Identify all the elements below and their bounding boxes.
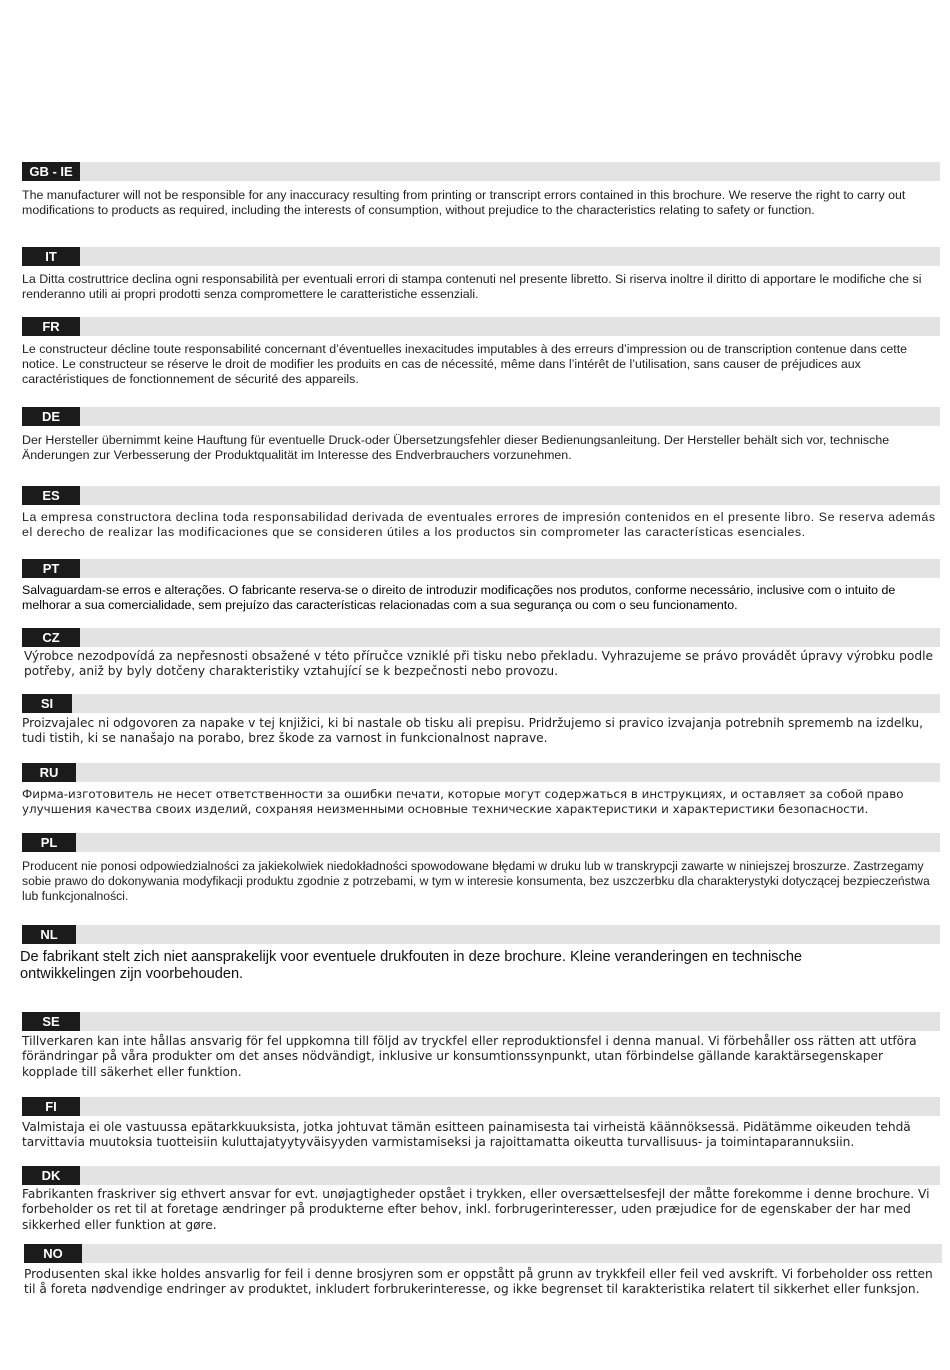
section-no — [24, 1244, 942, 1298]
disclaimer-text-gb-ie: The manufacturer will not be responsible for any inaccuracy resulting from printing or transcript errors contained in this brochure. We reserve the right to carry out modifications to products as required, including the interests of consumption, without prejudice to the characteristics relating to safety or function. — [22, 188, 906, 218]
disclaimer-text-dk: Fabrikanten fraskriver sig ethvert ansvar for evt. unøjagtigheder opstået i trykken, eller oversættelsesfejl der måtte forekomme i denne brochure. Vi forbeholder os ret til at foretage ændringer på produkterne efter behov, inkl. forbrugerinteresser, uden præjudice for de egenskaber der har med sikkerhed eller funktion at gøre. — [22, 1187, 930, 1232]
section-header-band — [22, 407, 940, 426]
disclaimer-text-fi: Valmistaja ei ole vastuussa epätarkkuuksista, jotka johtuvat tämän esitteen painamisesta tai virheistä käännöksessä. Pidätämme oikeuden tehdä tarvittavia muutoksia tuotteisiin kuluttajatyytyväisyyden varmistamiseksi ja rajoittamatta oikeutta turvallisuus- ja toimintaparannuksiin. — [22, 1120, 911, 1150]
disclaimer-text-fr: Le constructeur décline toute responsabilité concernant d’éventuelles inexacitudes imputables à des erreurs d’impression ou de transcription contenue dans cette notice. Le constructeur se réserve le droit de modifier les produits en cas de nécessité, même dans l’intérêt de l’utilisation, sans causer de préjudices aux caractéristiques de fonctionnement de sécurité des appareils. — [22, 342, 908, 387]
disclaimer-text-it: La Ditta costruttrice declina ogni responsabilità per eventuali errori di stampa contenuti nel presente libretto. Si riserva inoltre il diritto di apportare le modifiche che si renderanno utili ai propri prodotti senza compromettere le caratteristiche essenziali. — [22, 272, 922, 302]
language-tag-de: DE — [22, 407, 80, 426]
disclaimer-text-pt: Salvaguardam-se erros e alterações. O fabricante reserva-se o direito de introduzir modificações nos produtos, conforme necessário, inclusive com o intuito de melhorar a sua comercialidade, sem prejuízo das características relacionadas com a sua segurança ou com o seu funcionamento. — [22, 583, 896, 613]
language-tag-no: NO — [24, 1244, 82, 1263]
section-header-band — [22, 317, 940, 336]
section-header-band — [22, 559, 940, 578]
section-header-band — [22, 763, 940, 782]
language-tag-pt: PT — [22, 559, 80, 578]
language-tag-pl: PL — [22, 833, 76, 852]
language-tag-nl: NL — [22, 925, 76, 944]
disclaimer-text-si: Proizvajalec ni odgovoren za napake v tej knjižici, ki bi nastale ob tisku ali prepisu. Pridržujemo si pravico izvajanja potrebnih sprememb na izdelku, tudi tistih, ki se nanašajo na porabo, brez škode za varnost in funkcionalnost naprave. — [22, 716, 923, 746]
language-tag-cz: CZ — [22, 628, 80, 647]
disclaimer-text-nl: De fabrikant stelt zich niet aansprakelijk voor eventuele drukfouten in deze brochure. Kleine veranderingen en technische ontwikkelingen zijn voorbehouden. — [20, 949, 803, 983]
section-header-band — [22, 162, 940, 181]
language-tag-se: SE — [22, 1012, 80, 1031]
section-pt — [22, 559, 940, 613]
section-dk — [22, 1166, 940, 1233]
disclaimer-text-cz: Výrobce nezodpovídá za nepřesnosti obsažené v této příručce vzniklé při tisku nebo překladu. Vyhrazujeme se právo provádět úpravy výrobku podle potřeby, aniž by byly dotčeny charakteristiky vztahující se k bezpečnosti nebo provozu. — [24, 649, 933, 679]
disclaimer-text-se: Tillverkaren kan inte hållas ansvarig för fel uppkomna till följd av tryckfel eller reproduktionsfel i denna manual. Vi förbehåller oss rätten att utföra förändringar på våra produkter om det anses nödvändigt, inklusive ur konsumtionssynpunkt, utan förbindelse gällande karaktärsegenskaper kopplade till säkerhet eller funktion. — [22, 1034, 917, 1079]
section-header-band — [22, 486, 940, 505]
section-si — [22, 694, 940, 747]
section-de — [22, 407, 940, 463]
section-fi — [22, 1097, 940, 1151]
disclaimer-text-pl: Producent nie ponosi odpowiedzialności za jakiekolwiek niedokładności spowodowane błędami w druku lub w transkrypcji zawarte w niniejszej broszurze. Zastrzegamy sobie prawo do dokonywania modyfikacji produktu zgodnie z potrzebami, w tym w interesie konsumenta, bez uszczerbku dla charakterystyki dotyczącej bezpieczeństwa lub funkcjonalności. — [22, 859, 930, 904]
section-cz — [22, 628, 940, 680]
section-header-band — [24, 1244, 942, 1263]
section-header-band — [22, 833, 940, 852]
section-gb-ie — [22, 162, 940, 218]
section-pl — [22, 833, 940, 905]
disclaimer-text-ru: Фирма-изготовитель не несет ответственности за ошибки печати, которые могут содержаться в инструкциях, и оставляет за собой право улучшения качества своих изделий, сохраняя неизменными основные технические характеристики и характеристики безопасности. — [22, 787, 904, 817]
disclaimer-text-no: Produsenten skal ikke holdes ansvarlig for feil i denne brosjyren som er oppstått på grunn av trykkfeil eller feil ved avskrift. Vi forbeholder oss retten til å foreta nødvendige endringer av produktet, inkludert forbrukerinteresse, og ikke begrenset til karakteristika relatert til sikkerhet eller funksjon. — [24, 1267, 933, 1297]
section-header-band — [22, 1097, 940, 1116]
section-header-band — [22, 1166, 940, 1185]
section-fr — [22, 317, 940, 388]
section-header-band — [22, 925, 940, 944]
section-nl — [22, 925, 940, 984]
disclaimer-text-de: Der Hersteller übernimmt keine Hauftung für eventuelle Druck-oder Übersetzungsfehler dieser Bedienungsanleitung. Der Hersteller behält sich vor, technische Änderungen zur Verbesserung der Produktqualität im Interesse des Endverbrauchers vorzunehmen. — [22, 433, 890, 463]
section-header-band — [22, 628, 940, 647]
language-tag-it: IT — [22, 247, 80, 266]
section-ru — [22, 763, 940, 818]
section-header-band — [22, 1012, 940, 1031]
section-it — [22, 247, 940, 302]
section-header-band — [22, 694, 940, 713]
language-tag-fr: FR — [22, 317, 80, 336]
language-tag-ru: RU — [22, 763, 76, 782]
language-tag-gb-ie: GB - IE — [22, 162, 80, 181]
language-tag-dk: DK — [22, 1166, 80, 1185]
language-tag-es: ES — [22, 486, 80, 505]
section-header-band — [22, 247, 940, 266]
section-se — [22, 1012, 940, 1080]
section-es — [22, 486, 940, 540]
disclaimer-text-es: La empresa constructora declina toda responsabilidad derivada de eventuales errores de impresión contenidos en el presente libro. Se reserva además el derecho de realizar las modificaciones que se consideren útiles a los productos sin comprometer las características esenciales. — [22, 510, 936, 540]
language-tag-si: SI — [22, 694, 72, 713]
language-tag-fi: FI — [22, 1097, 80, 1116]
